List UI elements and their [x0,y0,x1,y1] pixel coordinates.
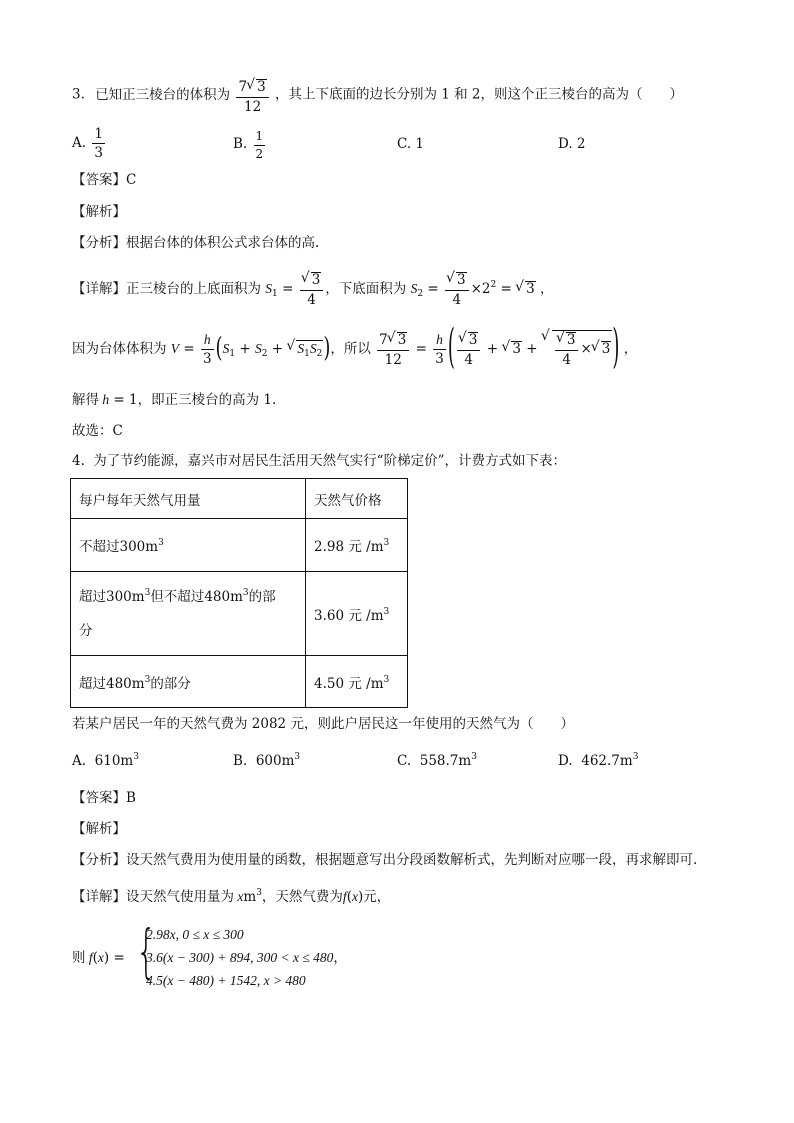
q3-answer: 【答案】C [72,172,137,188]
q4-stem: 4. 为了节约能源，嘉兴市对居民生活用天然气实行“阶梯定价”，计费方式如下表： [72,453,566,469]
row3-usage: 超过$480m^3$的部分 [71,656,306,708]
q3-stem-b: ，其上下底面的边长分别为 1 和 2，则这个正三棱台的高为（ ） [274,86,684,103]
q4-detail-line1: 【详解】设天然气使用量为 $xm^3$，天然气费为f(x)元， [72,888,391,905]
q4-case-3: 4.5(x − 480) + 1542, x > 480 [146,973,306,988]
q3-option-a: A. $\frac{1}{3}$ [72,126,103,162]
q3-detail-line2: 因为台体体积为 V = $\frac{h}{3}$ ($S_1 + S_2$ + √ $S_1S_2$)，所以 $\frac{7√ 3}{12}$ = $\frac{h}{3}$ ( √ $\frac{3}{4}$ + √ 3 + √ √ $\frac{3}{4}$ ×√ 3 ) ， [72,330,637,367]
q3-formula-s2: $S_2$ = √ $\frac{3}{4}$ $\times 2^2$ = √ 3 ， [411,281,554,297]
q3-opt-b-frac: $\frac{1}{2}$ [255,129,264,161]
q3-detail-line3: 解得 h = 1，即正三棱台的高为 1. [72,392,277,408]
q3-option-c: C. 1 [397,136,425,152]
q3-number: 3. [72,86,85,103]
q3-detail-line1: 【详解】正三棱台的上底面积为 $S_1$ = √ $\frac{3}{4}$ ，下底面积为 $S_2$ = √ $\frac{3}{4}$ $\times 2^2$ = √ 3 ， [72,272,554,307]
q4-f-of-x: f [342,889,347,904]
row2-price: 3.60 元 $/m^3$ [306,572,408,656]
q3-formula-eq: $\frac{7√ 3}{12}$ = $\frac{h}{3}$ ( √ $\frac{3}{4}$ + √ 3 + √ √ $\frac{3}{4}$ ×√ 3 ) ， [375,341,637,357]
q4-option-d: D. $462.7m^3$ [558,752,639,769]
q3-vol-num: 7 [238,79,248,95]
table-head-usage: 每户每年天然气用量 [71,479,306,519]
q3-formula-s1: $S_1$ = [265,280,298,299]
q3-formula-volume: V = $\frac{h}{3}$ ($S_1 + S_2$ + √ $S_1S_2$) [171,341,331,357]
q3-jiexi-tag: 【解析】 [72,204,126,220]
q4-option-b: B. $600m^3$ [233,752,301,769]
q3-h-eq: h [99,392,110,407]
q3-opt-a-frac: $\frac{1}{3}$ [94,126,103,162]
table-head-price: 天然气价格 [306,479,408,519]
q3-option-d: D. 2 [558,136,586,152]
row3-price: 4.50 元 $/m^3$ [306,656,408,708]
q3-fenxi: 【分析】根据台体的体积公式求台体的高. [72,235,320,251]
q4-price-table [70,478,408,708]
q3-frac-s1: √ $\frac{3}{4}$ [300,272,324,307]
table-row [71,656,408,708]
q4-case-1: 2.98x, 0 ≤ x ≤ 300 [146,927,244,942]
q4-case-2: 3.6(x − 300) + 894, 300 < x ≤ 480， [146,950,347,965]
q3-volume-fraction [236,79,268,114]
q4-jiexi-tag: 【解析】 [72,821,126,837]
q3-stem-line [72,79,683,114]
table-header-row [71,479,408,519]
table-row [71,519,408,572]
row2-usage: 超过$300m^3$但不超过$480m^3$的部 分 [71,572,306,656]
row1-usage: 不超过$300m^3$ [71,519,306,572]
row1-price: 2.98 元 $/m^3$ [306,519,408,572]
q4-question: 若某户居民一年的天然气费为 2082 元，则此户居民这一年使用的天然气为（ ） [72,716,574,732]
q4-option-a: A. $610m^3$ [72,752,139,769]
q3-vol-sqrt: √ 3 [247,79,267,95]
q4-fenxi: 【分析】设天然气费用为使用量的函数，根据题意写出分段函数解析式，先判断对应哪一段，再求解即可. [72,852,698,868]
q3-conclusion: 故选：C [72,423,123,439]
q3-option-b: B. $\frac{1}{2}$ [233,129,264,161]
q3-stem-a: 已知正三棱台的体积为 [95,86,231,103]
table-row [71,572,408,656]
q4-option-c: C. $558.7m^3$ [397,752,477,769]
q3-vol-den: 12 [243,98,262,115]
q4-piecewise-brace: { [136,917,157,985]
q4-piecewise-label: 则 f(x) = [72,950,125,966]
q4-answer: 【答案】B [72,790,136,806]
